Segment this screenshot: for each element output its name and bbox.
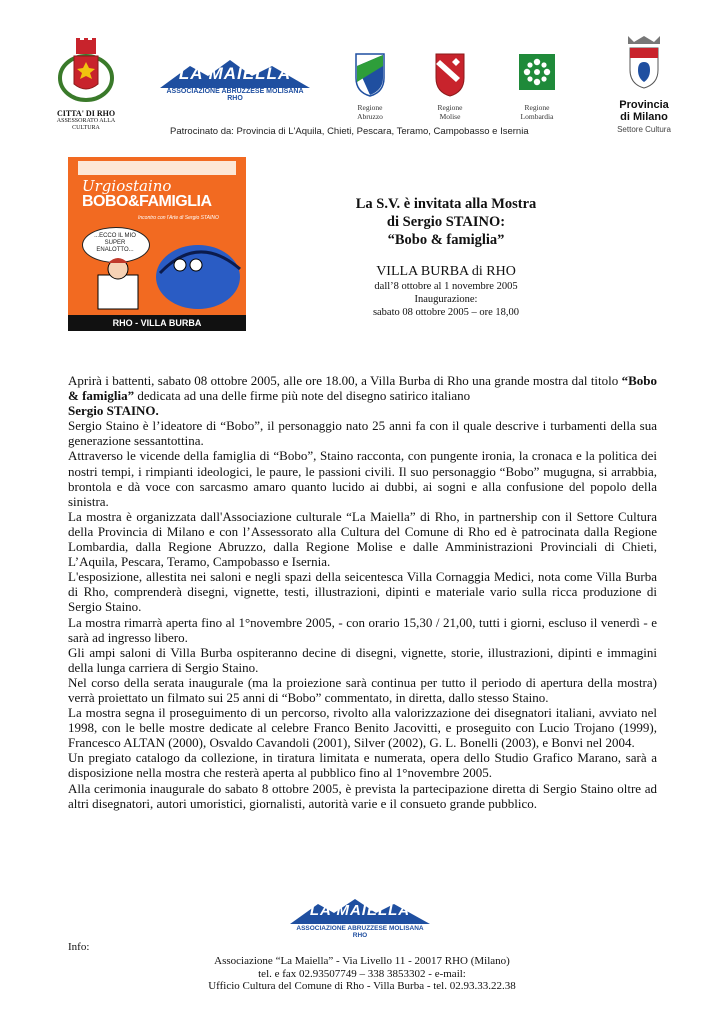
region-lombardia-line2: Lombardia bbox=[520, 112, 554, 121]
footer-contacts bbox=[150, 955, 574, 993]
paragraph-3: Attraverso le vicende della famiglia di “Bobo”, Staino racconta, con pungente ironia, la cronaca e la politica dei nostri tempi, i rimpianti ideologici, le paure, le passioni civili. Il suo personaggio “Bobo” mugugna, si arrabbia, brontola e dà voce con sarcasmo amaro quanto lucido ai dubbi, ai sogni e alla confusione del popolo della sinistra. bbox=[68, 448, 657, 509]
city-caption-line1: CITTA' DI RHO bbox=[56, 109, 116, 118]
artist-name: Sergio STAINO. bbox=[68, 403, 159, 419]
provincia-crest-icon bbox=[624, 34, 664, 94]
poster-title-line2: BOBO&FAMIGLIA bbox=[82, 193, 212, 210]
poster-bottom-label: RHO - VILLA BURBA bbox=[68, 315, 246, 331]
provincia-line1: Provincia bbox=[619, 99, 669, 111]
paragraph-1-part-c: dedicata ad una delle firme più note del disegno satirico italiano bbox=[134, 388, 471, 404]
city-of-rho-logo bbox=[44, 34, 128, 132]
poster-title-line1: Urgiostaino bbox=[82, 177, 172, 195]
city-crest-icon bbox=[44, 34, 128, 104]
association-logo-subtitle: ASSOCIAZIONE ABRUZZESE MOLISANA RHO bbox=[166, 88, 304, 102]
footer-line2: tel. e fax 02.93507749 – 338 3853302 - e-mail: bbox=[258, 967, 466, 980]
footer-line1: Associazione “La Maiella” - Via Livello 11 - 20017 RHO (Milano) bbox=[214, 955, 510, 967]
region-molise-line2: Molise bbox=[439, 112, 461, 121]
invite-inauguration-label: Inaugurazione: bbox=[414, 294, 478, 305]
lombardia-rose-icon bbox=[517, 52, 557, 92]
provincia-line3: Settore Cultura bbox=[617, 125, 671, 134]
paragraph-2: Sergio Staino è l’ideatore di “Bobo”, il personaggio nato 25 anni fa con il quale descrive i turbamenti della sua generazione sessantottina. bbox=[68, 418, 657, 449]
abruzzo-shield-icon bbox=[354, 52, 386, 98]
footer-association-logo bbox=[290, 898, 430, 939]
region-abruzzo bbox=[340, 52, 400, 121]
exhibition-poster bbox=[68, 157, 246, 331]
region-molise-line1: Regione bbox=[437, 103, 463, 112]
region-lombardia bbox=[507, 52, 567, 121]
poster-subtitle: Incontro con l'Arte di Sergio STAINO bbox=[138, 215, 219, 221]
paragraph-9: La mostra segna il proseguimento di un percorso, rivolto alla valorizzazione dei disegnatori italiani, avviato nel 1998, con le belle mostre dedicate al celebre Franco Benito Jacovitti, e proseguito con Lucio Trojano (1999), Francesco ALTAN (2000), Osvaldo Cavandoli (2001), Silver (2002), G. L. Bonelli (2003), e Bonvi nel 2004. bbox=[68, 705, 657, 751]
molise-shield-icon bbox=[434, 52, 466, 98]
invitation-block bbox=[296, 195, 596, 319]
footer-logo-text: LA MAIELLA bbox=[309, 902, 411, 919]
provincia-milano-logo bbox=[612, 34, 676, 137]
paragraph-4: La mostra è organizzata dall'Associazione culturale “La Maiella” di Rho, in partnership con il Settore Cultura della Provincia di Milano e con l’Assessorato alla Cultura del Comune di Rho ed è patrocinata dalla Regione Lombardia, dalla Regione Abruzzo, dalla Regione Molise e dalle Amministrazioni Provinciali di Chieti, L’Aquila, Pescara, Teramo, Campobasso e Isernia. bbox=[68, 508, 657, 570]
poster-cartoon-illustration bbox=[68, 217, 246, 317]
paragraph-10: Un pregiato catalogo da collezione, in tiratura limitata e numerata, opera dello Studio Grafico Marano, sarà a disposizione nella mostra che resterà aperta al pubblico fino al 1°novembre 2005. bbox=[68, 750, 657, 781]
provincia-line2: di Milano bbox=[620, 111, 668, 123]
paragraph-1-part-a: Aprirà i battenti, sabato 08 ottobre 2005, alle ore 18.00, a Villa Burba di Rho una grande mostra dal titolo bbox=[68, 373, 622, 388]
paragraph-6: La mostra rimarrà aperta fino al 1°novembre 2005, - con orario 15,30 / 21,00, tutti i giorni, escluso il venerdì - e sarà ad ingresso libero. bbox=[68, 614, 657, 645]
invite-inauguration-time: sabato 08 ottobre 2005 – ore 18,00 bbox=[372, 307, 520, 318]
invite-line3: “Bobo & famiglia” bbox=[387, 232, 505, 248]
footer-info-label: Info: bbox=[68, 941, 90, 953]
region-lombardia-line1: Regione bbox=[524, 103, 550, 112]
association-logo-text: LA MAIELLA bbox=[178, 64, 292, 83]
paragraph-7: Gli ampi saloni di Villa Burba ospiteranno decine di disegni, vignette, storie, illustrazioni, dipinti e immagini della lunga carriera di Sergio Staino. bbox=[68, 644, 657, 675]
invite-dates: dall’8 ottobre al 1 novembre 2005 bbox=[374, 281, 518, 292]
footer-line3: Ufficio Cultura del Comune di Rho - Villa Burba - tel. 02.93.33.22.38 bbox=[208, 980, 516, 992]
region-abruzzo-line1: Regione bbox=[357, 103, 383, 112]
city-caption-line2: ASSESSORATO ALLA CULTURA bbox=[56, 118, 116, 131]
invite-villa: VILLA BURBA di RHO bbox=[376, 264, 516, 279]
paragraph-8: Nel corso della serata inaugurale (ma la proiezione sarà continua per tutto il periodo di apertura della mostra) verrà proiettato un filmato sui 25 anni di “Bobo” commentato, in diretta, dallo stesso Staino. bbox=[68, 674, 657, 705]
region-abruzzo-line2: Abruzzo bbox=[357, 112, 383, 121]
paragraph-5: L'esposizione, allestita nei saloni e negli spazi della seicentesca Villa Cornaggia Medici, nota come Villa Burba di Rho, comprenderà disegni, vignette, testi, illustrazioni, dipinti e materiale vario sulla ricca produzione di Sergio Staino. bbox=[68, 569, 657, 615]
paragraph-11: Alla cerimonia inaugurale do sabato 8 ottobre 2005, è prevista la partecipazione diretta di Sergio Staino oltre ad altri disegnatori, autori umoristici, giornalisti, autorità varie e il consueto grande pubblico. bbox=[68, 780, 657, 811]
footer-logo-subtitle: ASSOCIAZIONE ABRUZZESE MOLISANA RHO bbox=[296, 925, 424, 939]
exhibition-title: “Bobo & famiglia” bbox=[68, 373, 657, 404]
association-logo bbox=[160, 58, 310, 102]
patronage-line: Patrocinato da: Provincia di L'Aquila, Chieti, Pescara, Teramo, Campobasso e Isernia bbox=[170, 126, 529, 137]
poster-logo-strip bbox=[78, 161, 236, 175]
region-molise bbox=[420, 52, 480, 121]
paragraph-1 bbox=[68, 373, 657, 418]
article-body bbox=[68, 373, 657, 811]
poster-speech-text: ...ECCO IL MIO SUPER ENALOTTO... bbox=[94, 233, 136, 253]
invite-line2: di Sergio STAINO: bbox=[386, 214, 506, 230]
invite-line1: La S.V. è invitata alla Mostra bbox=[355, 196, 537, 212]
